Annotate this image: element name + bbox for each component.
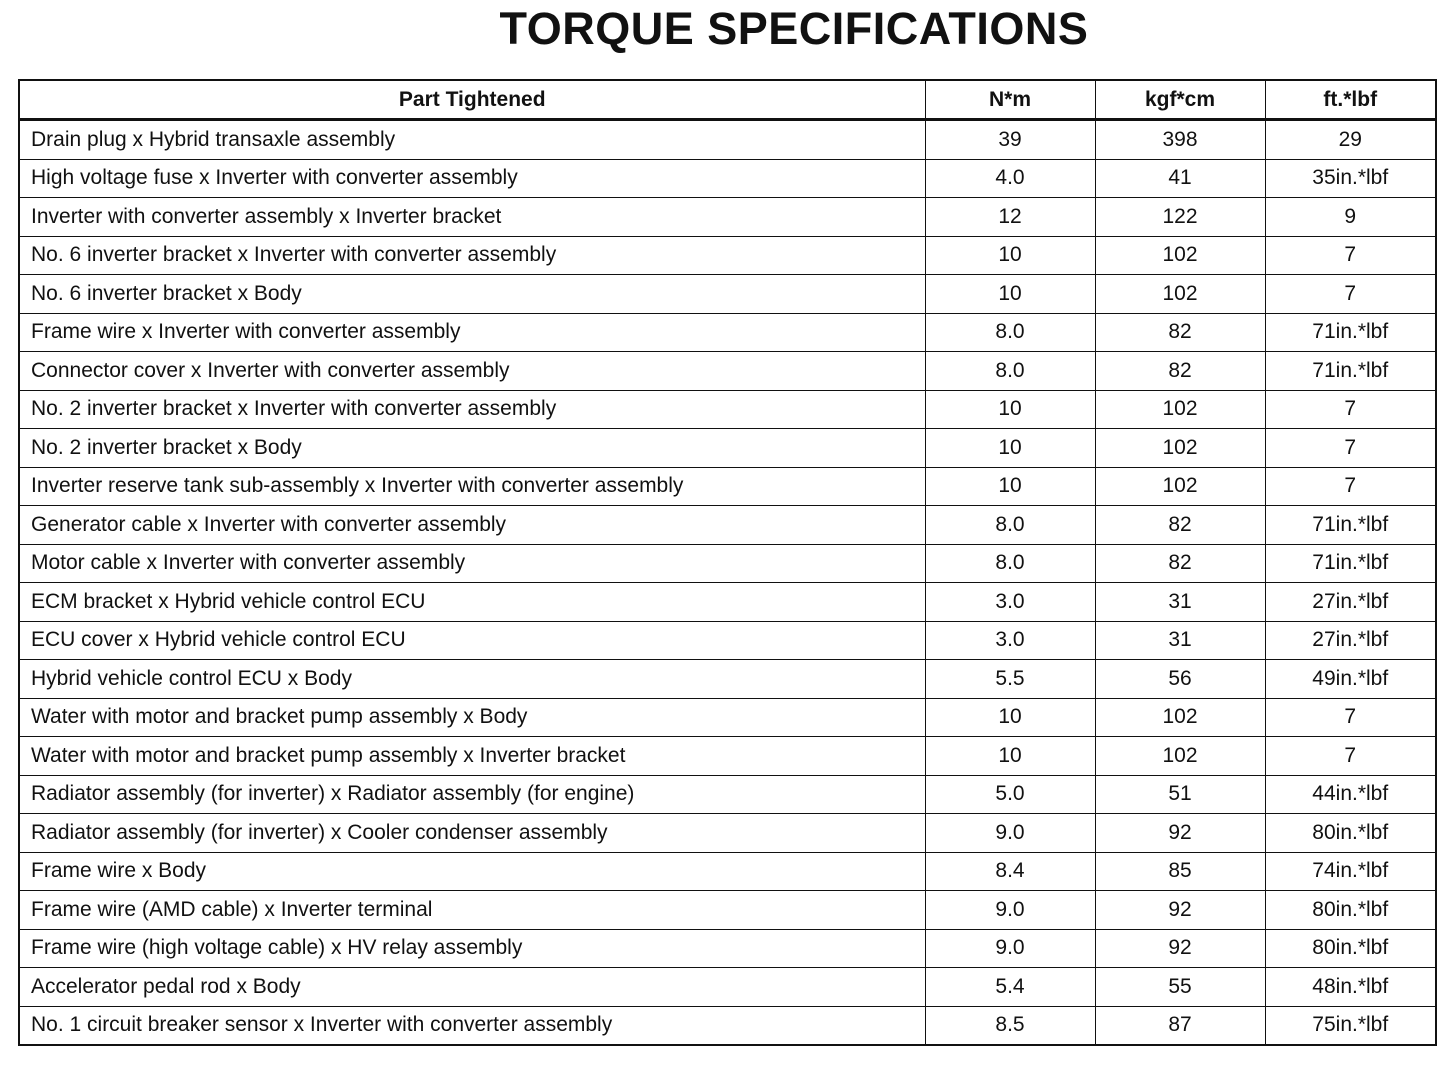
ft-lbf-cell: 27in.*lbf bbox=[1265, 621, 1436, 660]
ft-lbf-cell: 75in.*lbf bbox=[1265, 1006, 1436, 1045]
kgf-cm-cell: 92 bbox=[1095, 891, 1265, 930]
part-cell: Water with motor and bracket pump assembly x Inverter bracket bbox=[19, 737, 925, 776]
part-cell: ECM bracket x Hybrid vehicle control ECU bbox=[19, 583, 925, 622]
kgf-cm-cell: 82 bbox=[1095, 506, 1265, 545]
table-row bbox=[19, 891, 1436, 930]
nm-cell: 4.0 bbox=[925, 159, 1095, 198]
table-header-row bbox=[19, 80, 1436, 120]
part-cell: Radiator assembly (for inverter) x Cooler condenser assembly bbox=[19, 814, 925, 853]
table-row bbox=[19, 737, 1436, 776]
nm-cell: 10 bbox=[925, 698, 1095, 737]
table-row bbox=[19, 467, 1436, 506]
kgf-cm-cell: 41 bbox=[1095, 159, 1265, 198]
ft-lbf-cell: 9 bbox=[1265, 198, 1436, 237]
nm-cell: 10 bbox=[925, 390, 1095, 429]
table-row bbox=[19, 929, 1436, 968]
table-row bbox=[19, 1006, 1436, 1045]
ft-lbf-cell: 80in.*lbf bbox=[1265, 929, 1436, 968]
ft-lbf-cell: 7 bbox=[1265, 737, 1436, 776]
ft-lbf-cell: 7 bbox=[1265, 236, 1436, 275]
nm-cell: 5.5 bbox=[925, 660, 1095, 699]
kgf-cm-cell: 31 bbox=[1095, 583, 1265, 622]
nm-cell: 10 bbox=[925, 236, 1095, 275]
nm-cell: 8.4 bbox=[925, 852, 1095, 891]
kgf-cm-cell: 102 bbox=[1095, 467, 1265, 506]
part-cell: Frame wire x Inverter with converter assembly bbox=[19, 313, 925, 352]
nm-cell: 3.0 bbox=[925, 621, 1095, 660]
nm-cell: 8.0 bbox=[925, 352, 1095, 391]
table-row bbox=[19, 198, 1436, 237]
part-cell: No. 2 inverter bracket x Inverter with converter assembly bbox=[19, 390, 925, 429]
table-row bbox=[19, 275, 1436, 314]
kgf-cm-cell: 51 bbox=[1095, 775, 1265, 814]
part-cell: Generator cable x Inverter with converter assembly bbox=[19, 506, 925, 545]
ft-lbf-cell: 74in.*lbf bbox=[1265, 852, 1436, 891]
table-row bbox=[19, 698, 1436, 737]
kgf-cm-cell: 56 bbox=[1095, 660, 1265, 699]
header-nm: N*m bbox=[925, 80, 1095, 120]
table-row bbox=[19, 352, 1436, 391]
kgf-cm-cell: 102 bbox=[1095, 275, 1265, 314]
ft-lbf-cell: 71in.*lbf bbox=[1265, 313, 1436, 352]
table-row bbox=[19, 852, 1436, 891]
part-cell: No. 1 circuit breaker sensor x Inverter with converter assembly bbox=[19, 1006, 925, 1045]
part-cell: No. 6 inverter bracket x Body bbox=[19, 275, 925, 314]
nm-cell: 9.0 bbox=[925, 814, 1095, 853]
ft-lbf-cell: 71in.*lbf bbox=[1265, 352, 1436, 391]
part-cell: Motor cable x Inverter with converter assembly bbox=[19, 544, 925, 583]
part-cell: No. 6 inverter bracket x Inverter with converter assembly bbox=[19, 236, 925, 275]
part-cell: Frame wire x Body bbox=[19, 852, 925, 891]
table-row bbox=[19, 775, 1436, 814]
kgf-cm-cell: 85 bbox=[1095, 852, 1265, 891]
ft-lbf-cell: 27in.*lbf bbox=[1265, 583, 1436, 622]
nm-cell: 10 bbox=[925, 737, 1095, 776]
kgf-cm-cell: 102 bbox=[1095, 429, 1265, 468]
ft-lbf-cell: 7 bbox=[1265, 467, 1436, 506]
table-row bbox=[19, 660, 1436, 699]
nm-cell: 12 bbox=[925, 198, 1095, 237]
header-ft-lbf: ft.*lbf bbox=[1265, 80, 1436, 120]
kgf-cm-cell: 82 bbox=[1095, 313, 1265, 352]
part-cell: Inverter with converter assembly x Inverter bracket bbox=[19, 198, 925, 237]
part-cell: Radiator assembly (for inverter) x Radiator assembly (for engine) bbox=[19, 775, 925, 814]
nm-cell: 8.0 bbox=[925, 506, 1095, 545]
table-row bbox=[19, 390, 1436, 429]
ft-lbf-cell: 49in.*lbf bbox=[1265, 660, 1436, 699]
header-kgf-cm: kgf*cm bbox=[1095, 80, 1265, 120]
part-cell: Drain plug x Hybrid transaxle assembly bbox=[19, 120, 925, 160]
part-cell: Frame wire (AMD cable) x Inverter terminal bbox=[19, 891, 925, 930]
table-row bbox=[19, 120, 1436, 160]
part-cell: High voltage fuse x Inverter with converter assembly bbox=[19, 159, 925, 198]
nm-cell: 5.4 bbox=[925, 968, 1095, 1007]
kgf-cm-cell: 102 bbox=[1095, 236, 1265, 275]
ft-lbf-cell: 80in.*lbf bbox=[1265, 814, 1436, 853]
part-cell: Water with motor and bracket pump assembly x Body bbox=[19, 698, 925, 737]
ft-lbf-cell: 7 bbox=[1265, 698, 1436, 737]
ft-lbf-cell: 71in.*lbf bbox=[1265, 544, 1436, 583]
kgf-cm-cell: 92 bbox=[1095, 929, 1265, 968]
kgf-cm-cell: 82 bbox=[1095, 544, 1265, 583]
nm-cell: 8.0 bbox=[925, 544, 1095, 583]
kgf-cm-cell: 82 bbox=[1095, 352, 1265, 391]
kgf-cm-cell: 87 bbox=[1095, 1006, 1265, 1045]
table-row bbox=[19, 429, 1436, 468]
table-row bbox=[19, 236, 1436, 275]
torque-spec-table bbox=[18, 79, 1437, 1046]
part-cell: ECU cover x Hybrid vehicle control ECU bbox=[19, 621, 925, 660]
part-cell: Hybrid vehicle control ECU x Body bbox=[19, 660, 925, 699]
kgf-cm-cell: 55 bbox=[1095, 968, 1265, 1007]
ft-lbf-cell: 7 bbox=[1265, 390, 1436, 429]
nm-cell: 9.0 bbox=[925, 929, 1095, 968]
part-cell: Connector cover x Inverter with converter assembly bbox=[19, 352, 925, 391]
part-cell: No. 2 inverter bracket x Body bbox=[19, 429, 925, 468]
part-cell: Accelerator pedal rod x Body bbox=[19, 968, 925, 1007]
ft-lbf-cell: 44in.*lbf bbox=[1265, 775, 1436, 814]
table-row bbox=[19, 506, 1436, 545]
kgf-cm-cell: 102 bbox=[1095, 737, 1265, 776]
table-row bbox=[19, 621, 1436, 660]
nm-cell: 9.0 bbox=[925, 891, 1095, 930]
kgf-cm-cell: 398 bbox=[1095, 120, 1265, 160]
ft-lbf-cell: 7 bbox=[1265, 429, 1436, 468]
kgf-cm-cell: 122 bbox=[1095, 198, 1265, 237]
nm-cell: 5.0 bbox=[925, 775, 1095, 814]
table-row bbox=[19, 159, 1436, 198]
table-row bbox=[19, 968, 1436, 1007]
table-row bbox=[19, 583, 1436, 622]
kgf-cm-cell: 102 bbox=[1095, 698, 1265, 737]
nm-cell: 10 bbox=[925, 275, 1095, 314]
nm-cell: 10 bbox=[925, 467, 1095, 506]
ft-lbf-cell: 29 bbox=[1265, 120, 1436, 160]
nm-cell: 10 bbox=[925, 429, 1095, 468]
nm-cell: 8.0 bbox=[925, 313, 1095, 352]
ft-lbf-cell: 48in.*lbf bbox=[1265, 968, 1436, 1007]
nm-cell: 3.0 bbox=[925, 583, 1095, 622]
ft-lbf-cell: 80in.*lbf bbox=[1265, 891, 1436, 930]
part-cell: Frame wire (high voltage cable) x HV relay assembly bbox=[19, 929, 925, 968]
ft-lbf-cell: 71in.*lbf bbox=[1265, 506, 1436, 545]
kgf-cm-cell: 31 bbox=[1095, 621, 1265, 660]
nm-cell: 39 bbox=[925, 120, 1095, 160]
table-row bbox=[19, 313, 1436, 352]
table-row bbox=[19, 814, 1436, 853]
kgf-cm-cell: 102 bbox=[1095, 390, 1265, 429]
kgf-cm-cell: 92 bbox=[1095, 814, 1265, 853]
page-title: TORQUE SPECIFICATIONS bbox=[499, 3, 1089, 54]
ft-lbf-cell: 7 bbox=[1265, 275, 1436, 314]
nm-cell: 8.5 bbox=[925, 1006, 1095, 1045]
ft-lbf-cell: 35in.*lbf bbox=[1265, 159, 1436, 198]
table-body bbox=[19, 120, 1436, 1046]
part-cell: Inverter reserve tank sub-assembly x Inverter with converter assembly bbox=[19, 467, 925, 506]
header-part-tightened: Part Tightened bbox=[19, 80, 925, 120]
table-row bbox=[19, 544, 1436, 583]
